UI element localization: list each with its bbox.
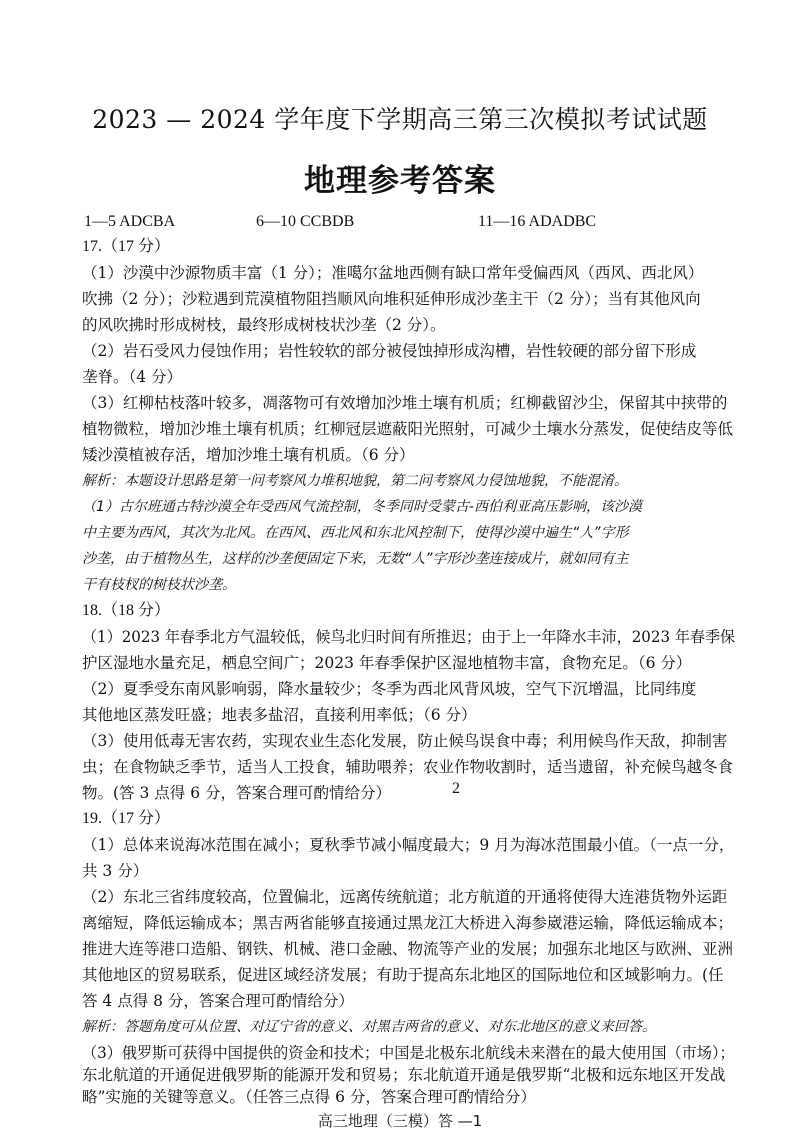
- answer-key-title: 地理参考答案: [304, 163, 496, 199]
- q18-line: 物。(答 3 点得 6 分，答案合理可酌情给分）: [82, 784, 391, 802]
- choice-answers-11-16: 11—16 ADADBC: [478, 213, 597, 230]
- q17-line: （2）岩石受风力侵蚀作用；岩性较软的部分被侵蚀掉形成沟槽，岩性较硬的部分留下形成: [82, 342, 697, 360]
- q17-line: 植物微粒，增加沙堆土壤有机质；红柳冠层遮蔽阳光照射，可减少土壤水分蒸发，促使结皮等低: [82, 420, 734, 438]
- q17-line: （3）红柳枯枝落叶较多，凋落物可有效增加沙堆土壤有机质；红柳截留沙尘，保留其中挟带的: [82, 394, 728, 412]
- q18-line: （1）2023 年春季北方气温较低，候鸟北归时间有所推迟；由于上一年降水丰沛，2023 年春季保: [82, 628, 736, 646]
- q19-line: 答 4 点得 8 分，答案合理可酌情给分）: [82, 992, 354, 1010]
- q19-analysis: 解析：答题角度可从位置、对辽宁省的意义、对黑吉两省的意义、对东北地区的意义来回答。: [82, 1019, 656, 1035]
- q19-line: 东北航道的开通促进俄罗斯的能源开发和贸易；东北航道开通是俄罗斯“北极和远东地区开发战: [82, 1066, 726, 1084]
- q17-analysis: 干有枝杈的树枝状沙垄。: [82, 577, 236, 593]
- q18-line: （2）夏季受东南风影响弱，降水量较少；冬季为西北风背风坡，空气下沉增温，比同纬度: [82, 680, 697, 698]
- q19-line: （1）总体来说海冰范围在减小；夏秋季节减小幅度最大；9 月为海冰范围最小值。（一点一分，: [82, 836, 735, 854]
- q19-line: （3）俄罗斯可获得中国提供的资金和技术；中国是北极东北航线未来潜在的最大使用国（市场）；: [82, 1044, 735, 1062]
- q19-line: 其他地区的贸易联系，促进区域经济发展；有助于提高东北地区的国际地位和区域影响力。(任: [82, 966, 724, 984]
- q19-line: 离缩短，降低运输成本；黑吉两省能够直接通过黑龙江大桥进入海参崴港运输，降低运输成本；: [82, 914, 734, 932]
- choice-answers-1-5: 1—5 ADCBA: [84, 213, 176, 230]
- q18-line: 护区湿地水量充足，栖息空间广；2023 年春季保护区湿地植物丰富，食物充足。（6 分）: [82, 654, 692, 672]
- page-footer: 高三地理（三模）答 —1: [317, 1112, 483, 1130]
- q17-analysis: 中主要为西风，其次为北风。在西风、西北风和东北风控制下，使得沙漠中遍生“人”字形: [82, 525, 629, 541]
- q17-line: 吹拂（2 分）；沙粒遇到荒漠植物阻挡顺风向堆积延伸形成沙垄主干（2 分）；当有其他风向: [82, 290, 701, 308]
- q17-line: 矮沙漠植被存活，增加沙堆土壤有机质。（6 分）: [82, 446, 415, 464]
- q19-line: 共 3 分）: [82, 862, 149, 880]
- q17-line: 的风吹拂时形成树枝，最终形成树枝状沙垄（2 分）。: [82, 316, 446, 334]
- q19-line: 略”实施的关键等意义。（任答三点得 6 分，答案合理可酌情给分）: [82, 1088, 536, 1106]
- q19-line: （2）东北三省纬度较高，位置偏北，远离传统航道；北方航道的开通将使得大连港货物外运距: [82, 888, 728, 906]
- choice-answers-6-10: 6—10 CCBDB: [256, 213, 355, 230]
- q17-line: 垄脊。（4 分）: [82, 368, 183, 386]
- q17-line: （1）沙漠中沙源物质丰富（1 分）；准噶尔盆地西侧有缺口常年受偏西风（西风、西北风）: [82, 264, 704, 282]
- q19-heading: 19.（17 分）: [82, 810, 171, 827]
- exam-title: 2023 — 2024 学年度下学期高三第三次模拟考试试题: [92, 105, 708, 134]
- q17-heading: 17.（17 分）: [82, 238, 171, 255]
- q17-analysis: 解析：本题设计思路是第一问考察风力堆积地貌，第二问考察风力侵蚀地貌，不能混淆。: [82, 473, 628, 489]
- q18-line: （3）使用低毒无害农药，实现农业生态化发展，防止候鸟误食中毒；利用候鸟作天敌，抑制害: [82, 732, 728, 750]
- stray-page-mark: 2: [452, 780, 460, 797]
- q18-line: 虫；在食物缺乏季节，适当人工投食，辅助喂养；农业作物收割时，适当遗留，补充候鸟越冬食: [82, 758, 734, 776]
- q19-line: 推进大连等港口造船、钢铁、机械、港口金融、物流等产业的发展；加强东北地区与欧洲、亚洲: [82, 940, 734, 958]
- q17-analysis: （1）古尔班通古特沙漠全年受西风气流控制，冬季同时受蒙古-西伯利亚高压影响，该沙漠: [82, 499, 642, 515]
- q18-heading: 18.（18 分）: [82, 602, 171, 619]
- q18-line: 其他地区蒸发旺盛；地表多盐沼，直接利用率低；（6 分）: [82, 706, 477, 724]
- q17-analysis: 沙垄，由于植物丛生，这样的沙垄便固定下来，无数“人”字形沙垄连接成片，就如同有主: [82, 551, 629, 567]
